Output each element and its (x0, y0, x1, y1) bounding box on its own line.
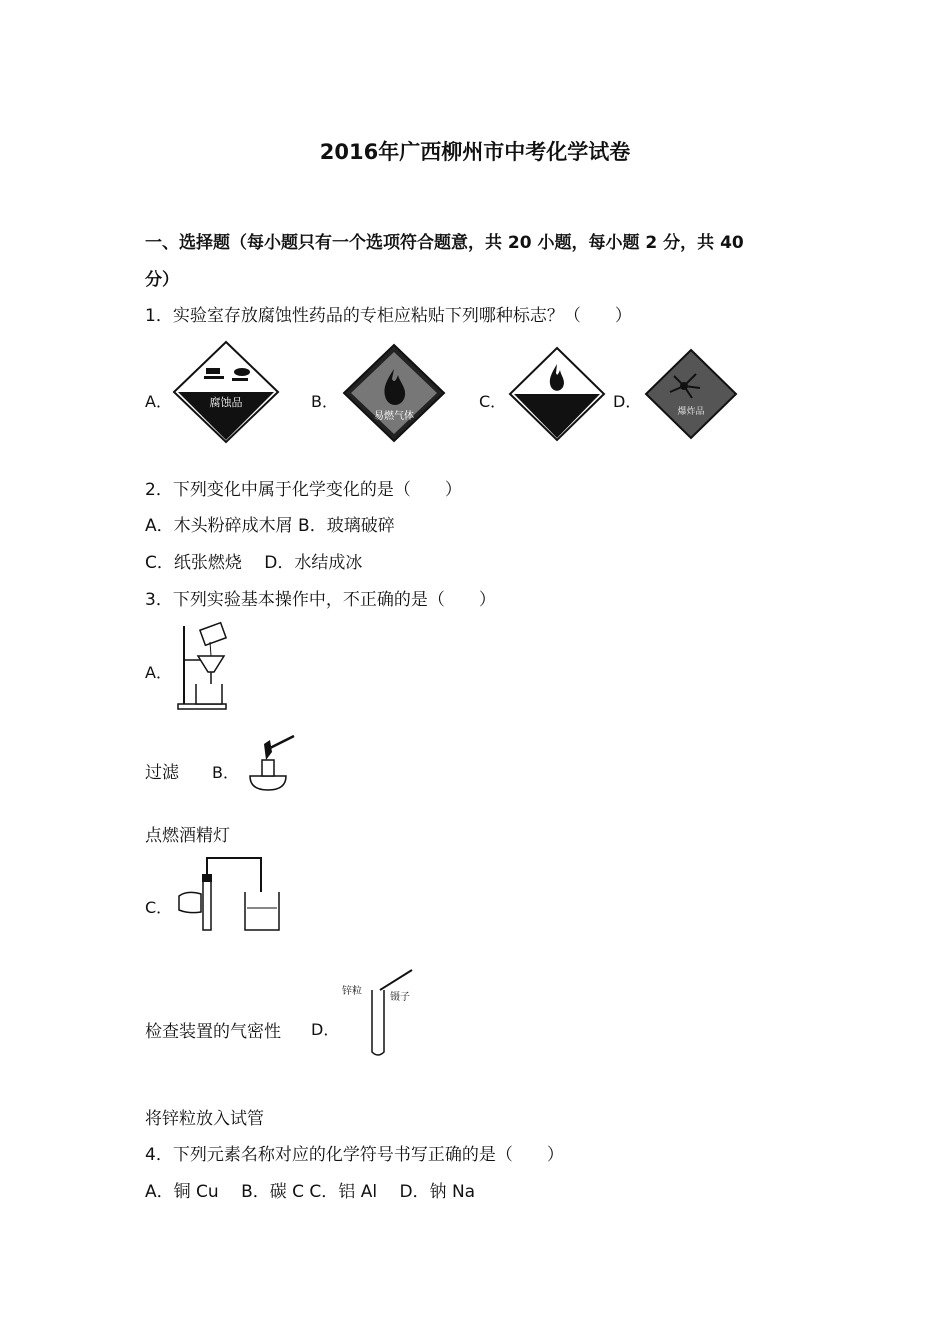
q1-option-b-label: B． (311, 392, 338, 411)
q1-option-a-label: A． (145, 392, 172, 411)
section-heading-line1: 一、选择题（每小题只有一个选项符合题意，共 20 小题，每小题 2 分，共 40 (145, 233, 744, 253)
sign-text-explosive: 爆炸品 (677, 407, 705, 417)
q3-option-b-label: B． (212, 763, 239, 782)
q3-option-c-label: C． (145, 898, 173, 917)
q3-option-b-caption: 点燃酒精灯 (145, 826, 230, 846)
flammable-liquid-sign-icon (508, 346, 606, 442)
q1-option-d-label: D． (613, 392, 642, 411)
q3-option-d-label: D． (311, 1020, 340, 1039)
q3-stem: 3．下列实验基本操作中，不正确的是（ ） (145, 590, 496, 610)
zinc-into-test-tube-icon (340, 964, 418, 1060)
filtration-apparatus-icon (172, 620, 234, 712)
zinc-granule-label: 锌粒 (342, 986, 362, 997)
q3-option-d-caption: 将锌粒放入试管 (145, 1109, 264, 1129)
q3-option-a-label: A． (145, 663, 172, 682)
section-heading-line2: 分） (145, 270, 179, 290)
sign-text-corrosive: 腐蚀品 (209, 396, 243, 409)
flammable-gas-sign-icon (342, 343, 446, 443)
q4-stem: 4．下列元素名称对应的化学符号书写正确的是（ ） (145, 1145, 564, 1165)
q3-option-a-caption: 过滤 (145, 763, 179, 783)
page-title: 2016年广西柳州市中考化学试卷 (319, 140, 631, 164)
q3-option-c-caption: 检查装置的气密性 (145, 1022, 281, 1042)
q1-stem: 1．实验室存放腐蚀性药品的专柜应粘贴下列哪种标志？（ ） (145, 306, 632, 326)
alcohol-lamp-icon (244, 732, 298, 794)
q2-stem: 2．下列变化中属于化学变化的是（ ） (145, 480, 462, 500)
q2-options-ab: A．木头粉碎成木屑 B．玻璃破碎 (145, 516, 395, 536)
q1-option-c-label: C． (479, 392, 507, 411)
q2-options-cd: C．纸张燃烧 D．水结成冰 (145, 553, 363, 573)
tweezers-label: 镊子 (390, 992, 410, 1003)
corrosive-sign-icon (172, 340, 280, 444)
sign-text-flammable-gas: 易燃气体 (374, 411, 414, 422)
air-tightness-apparatus-icon (175, 852, 287, 934)
q4-options: A．铜 Cu B．碳 C C．铝 Al D．钠 Na (145, 1182, 476, 1202)
explosive-sign-icon (644, 348, 738, 440)
